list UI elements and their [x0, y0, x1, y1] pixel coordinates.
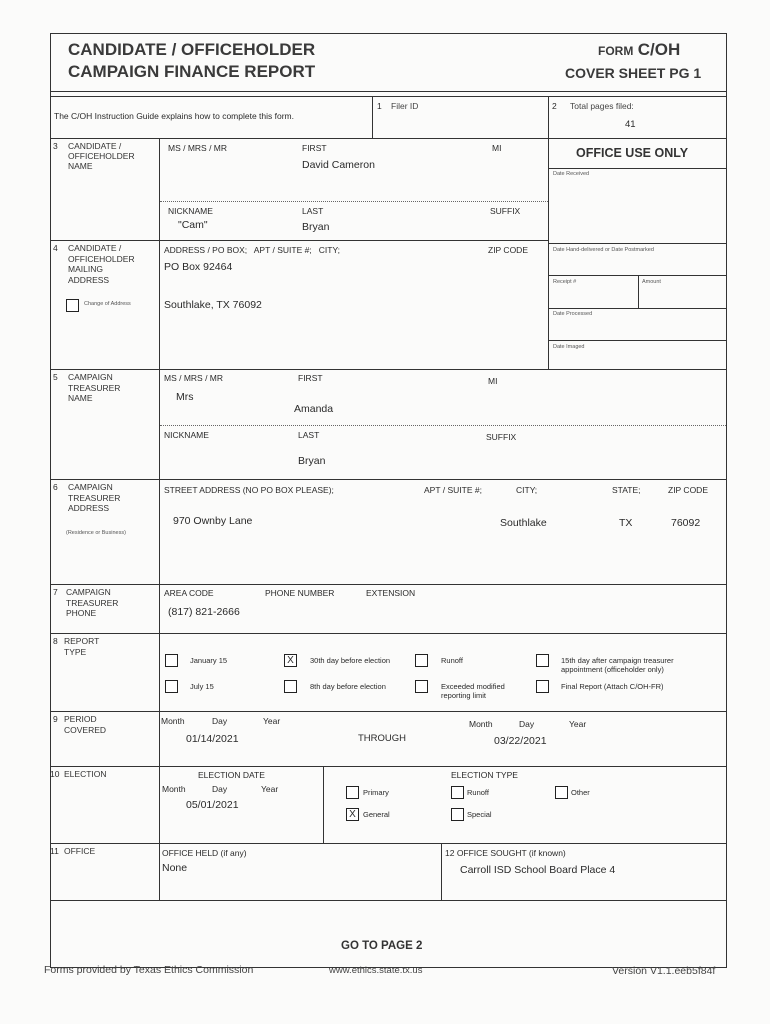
runoff-report-checkbox[interactable] [415, 654, 428, 667]
section-3-number: 3 [53, 141, 58, 151]
office-held-value[interactable]: None [162, 862, 188, 874]
general-checkmark: X [349, 809, 356, 820]
date-imaged-label: Date Imaged [553, 344, 585, 350]
section-6-label-line: ADDRESS [68, 503, 110, 513]
receipt-label: Receipt # [553, 279, 577, 285]
other-label: Other [571, 788, 590, 797]
30th-day-checkbox[interactable] [284, 654, 297, 667]
section-7-number: 7 [53, 587, 58, 597]
exceeded-limit-label [441, 682, 505, 700]
election-day-label: Day [212, 784, 228, 794]
section-8-number: 8 [53, 636, 58, 646]
section-7-label-line: TREASURER [66, 597, 119, 608]
general-checkbox[interactable] [346, 808, 359, 821]
mailing-address-line2[interactable]: Southlake, TX 76092 [164, 299, 262, 311]
mailing-address-label: ADDRESS / PO BOX; APT / SUITE #; CITY; [164, 245, 340, 255]
treasurer-last-value[interactable]: Bryan [298, 455, 326, 467]
section-5-label-line: CAMPAIGN [68, 372, 113, 382]
january-15-label: January 15 [190, 656, 228, 665]
period-from-year-label: Year [263, 716, 281, 726]
candidate-suffix-label: SUFFIX [490, 206, 521, 216]
section-5-number: 5 [53, 372, 58, 382]
area-code-label: AREA CODE [164, 588, 214, 598]
amount-label: Amount [642, 279, 661, 285]
mailing-address-line1[interactable]: PO Box 92464 [164, 261, 233, 273]
footer-provided-by: Forms provided by Texas Ethics Commission [44, 964, 254, 976]
section-11-number: 11 [50, 846, 59, 856]
january-15-checkbox[interactable] [165, 654, 178, 667]
exceeded-limit-label-line: reporting limit [441, 691, 487, 700]
period-from-value[interactable]: 01/14/2021 [186, 733, 239, 745]
section-6-label [68, 482, 120, 514]
candidate-mi-label: MI [492, 143, 502, 153]
period-to-month-label: Month [469, 719, 493, 729]
section-7-label-line: CAMPAIGN [66, 587, 111, 597]
section-3-label-line: CANDIDATE / [68, 141, 122, 151]
section-7-label [66, 587, 118, 619]
go-to-page-2: GO TO PAGE 2 [341, 940, 423, 952]
general-label: General [363, 810, 390, 819]
8th-day-checkbox[interactable] [284, 680, 297, 693]
section-4-number: 4 [53, 243, 58, 253]
election-month-label: Month [162, 784, 186, 794]
extension-label: EXTENSION [366, 588, 416, 598]
date-processed-label: Date Processed [553, 311, 593, 317]
phone-number-label: PHONE NUMBER [265, 588, 335, 598]
candidate-ms-label: MS / MRS / MR [168, 143, 228, 153]
section-5-label-line: TREASURER [68, 382, 121, 393]
section-4-label [68, 243, 135, 285]
exceeded-limit-label-line: Exceeded modified [441, 682, 505, 691]
section-9-label-line: PERIOD [64, 714, 97, 724]
treasurer-mi-label: MI [488, 376, 498, 386]
period-to-year-label: Year [569, 719, 587, 729]
city-label: CITY; [516, 485, 538, 495]
zip-code-value[interactable]: 76092 [671, 517, 701, 529]
15th-day-label-line: appointment (officeholder only) [561, 665, 664, 674]
section-5-label-line: NAME [68, 393, 93, 403]
section-11-label: OFFICE [64, 846, 96, 856]
candidate-last-label: LAST [302, 206, 324, 216]
total-pages-value[interactable]: 41 [625, 119, 636, 130]
filer-id-label: Filer ID [391, 101, 419, 111]
form-code: C/OH [637, 40, 681, 59]
15th-day-checkbox[interactable] [536, 654, 549, 667]
candidate-first-label: FIRST [302, 143, 327, 153]
treasurer-ms-label: MS / MRS / MR [164, 373, 224, 383]
election-runoff-label: Runoff [467, 788, 489, 797]
candidate-last-value[interactable]: Bryan [302, 221, 330, 233]
treasurer-ms-value[interactable]: Mrs [176, 391, 194, 403]
section-5-label [68, 372, 120, 404]
period-from-day-label: Day [212, 716, 228, 726]
15th-day-label-line: 15th day after campaign treasurer [561, 656, 674, 665]
treasurer-first-label: FIRST [298, 373, 323, 383]
instruction-text: The C/OH Instruction Guide explains how to complete this form. [54, 111, 294, 121]
form-code-block [598, 40, 680, 60]
office-held-label: OFFICE HELD (if any) [162, 848, 247, 858]
period-from-month-label: Month [161, 716, 185, 726]
special-checkbox[interactable] [451, 808, 464, 821]
street-address-label: STREET ADDRESS (NO PO BOX PLEASE); [164, 485, 334, 495]
office-use-title: OFFICE USE ONLY [576, 146, 689, 160]
treasurer-nickname-label: NICKNAME [164, 430, 209, 440]
primary-label: Primary [363, 788, 389, 797]
footer-url: www.ethics.state.tx.us [329, 965, 423, 976]
section-8-label-line: REPORT [64, 636, 100, 646]
final-report-checkbox[interactable] [536, 680, 549, 693]
section-3-label-line: NAME [68, 161, 93, 171]
period-to-day-label: Day [519, 719, 535, 729]
change-of-address-checkbox[interactable] [66, 299, 79, 312]
election-year-label: Year [261, 784, 279, 794]
state-label: STATE; [612, 485, 641, 495]
treasurer-address-sublabel: (Residence or Business) [66, 530, 126, 536]
election-type-label: ELECTION TYPE [451, 770, 518, 780]
zip-code-label: ZIP CODE [668, 485, 708, 495]
filer-id-field[interactable] [374, 112, 546, 136]
form-prefix: FORM [598, 44, 634, 58]
office-sought-value[interactable]: Carroll ISD School Board Place 4 [460, 864, 616, 876]
special-label: Special [467, 810, 492, 819]
election-runoff-checkbox[interactable] [451, 786, 464, 799]
30th-day-checkmark: X [287, 655, 294, 666]
date-hand-delivered-label: Date Hand-delivered or Date Postmarked [553, 247, 654, 253]
section-8-label [64, 636, 99, 657]
footer-version: Version V1.1.eeb5f84f [612, 965, 716, 977]
state-value[interactable]: TX [619, 517, 633, 529]
filer-id-number: 1 [377, 101, 382, 111]
change-of-address-label: Change of Address [84, 301, 131, 307]
section-3-label-line: OFFICEHOLDER [68, 151, 135, 161]
candidate-nickname-value[interactable]: "Cam" [178, 219, 208, 231]
phone-value[interactable]: (817) 821-2666 [168, 606, 240, 618]
date-received-label: Date Received [553, 171, 590, 177]
form-title-line1: CANDIDATE / OFFICEHOLDER [68, 40, 316, 59]
primary-checkbox[interactable] [346, 786, 359, 799]
section-6-label-line: CAMPAIGN [68, 482, 113, 492]
section-3-label [68, 141, 135, 171]
15th-day-label [561, 656, 674, 674]
section-10-label: ELECTION [64, 769, 107, 779]
city-value[interactable]: Southlake [500, 517, 547, 529]
apt-suite-label: APT / SUITE #; [424, 485, 482, 495]
section-7-label-line: PHONE [66, 608, 97, 618]
section-8-label-line: TYPE [64, 646, 87, 657]
section-6-label-line: TREASURER [68, 492, 121, 503]
cover-sheet-label: COVER SHEET PG 1 [565, 65, 702, 81]
total-pages-label: Total pages filed: [570, 101, 634, 111]
period-to-value[interactable]: 03/22/2021 [494, 735, 547, 747]
section-6-number: 6 [53, 482, 58, 492]
office-sought-label: 12 OFFICE SOUGHT (if known) [445, 848, 566, 858]
30th-day-label: 30th day before election [310, 656, 391, 665]
exceeded-limit-checkbox[interactable] [415, 680, 428, 693]
section-4-label-line: OFFICEHOLDER [68, 253, 135, 264]
treasurer-last-label: LAST [298, 430, 320, 440]
section-9-number: 9 [53, 714, 58, 724]
section-9-label [64, 714, 106, 735]
total-pages-number: 2 [552, 101, 557, 111]
july-15-label: July 15 [190, 682, 214, 691]
other-checkbox[interactable] [555, 786, 568, 799]
runoff-report-label: Runoff [441, 656, 463, 665]
candidate-first-value[interactable]: David Cameron [302, 159, 375, 171]
period-through-label: THROUGH [358, 733, 407, 744]
final-report-label: Final Report (Attach C/OH-FR) [561, 682, 664, 691]
section-4-label-line: MAILING [68, 264, 103, 274]
section-4-label-line: CANDIDATE / [68, 243, 122, 253]
election-date-label: ELECTION DATE [198, 770, 265, 780]
treasurer-first-value[interactable]: Amanda [294, 403, 334, 415]
section-4-label-line: ADDRESS [68, 274, 110, 285]
mailing-zip-label: ZIP CODE [488, 245, 528, 255]
candidate-nickname-label: NICKNAME [168, 206, 213, 216]
election-date-value[interactable]: 05/01/2021 [186, 799, 239, 811]
section-10-number: 10 [50, 769, 60, 779]
treasurer-suffix-label: SUFFIX [486, 432, 517, 442]
section-9-label-line: COVERED [64, 724, 107, 735]
street-address-value[interactable]: 970 Ownby Lane [173, 515, 253, 527]
8th-day-label: 8th day before election [310, 682, 386, 691]
july-15-checkbox[interactable] [165, 680, 178, 693]
form-title-line2: CAMPAIGN FINANCE REPORT [68, 62, 316, 81]
